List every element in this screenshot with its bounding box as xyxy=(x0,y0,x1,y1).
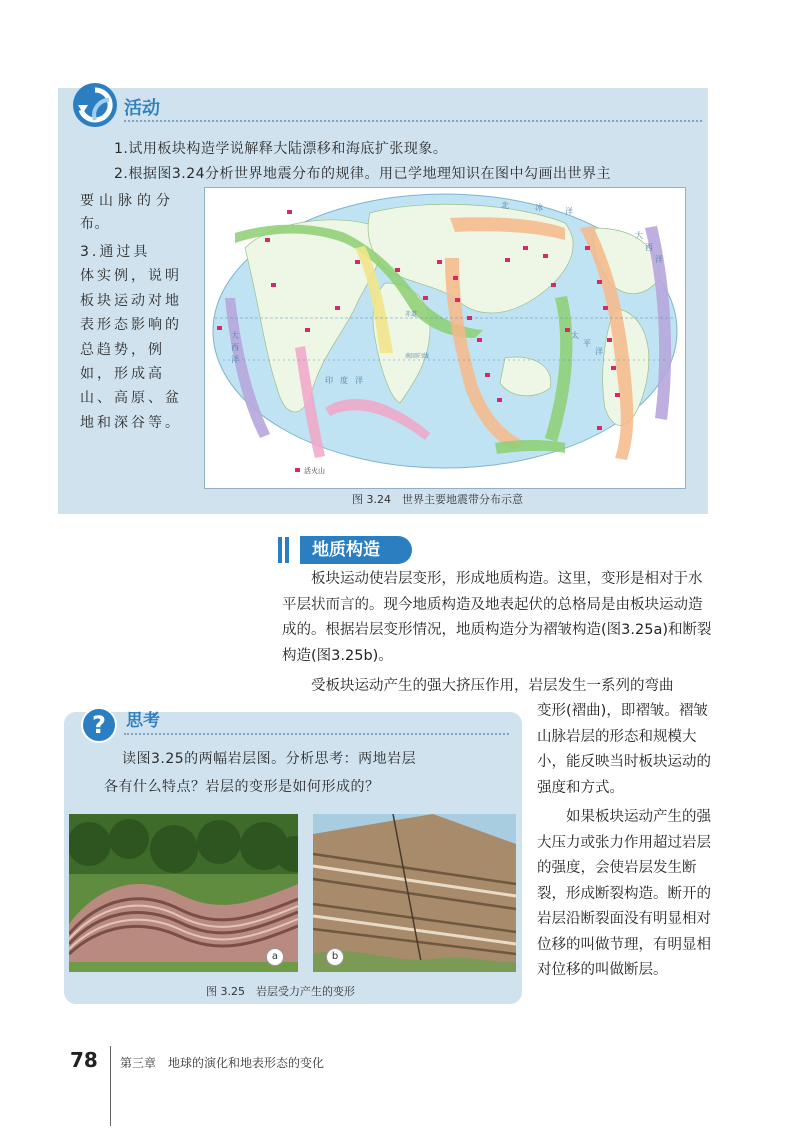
page-number: 78 xyxy=(70,1048,98,1072)
footer-divider xyxy=(110,1046,111,1126)
map-label-indian-3: 洋 xyxy=(355,376,363,385)
map-label-atlantic-w-1: 大 xyxy=(231,331,239,340)
section-paragraph-3: 如果板块运动产生的强大压力或张力作用超过岩层的强度，会使岩层发生断裂，形成断裂构造。断开的岩层沿断裂面没有明显相对位移的叫做节理，有明显相对位移的叫做断层。 xyxy=(537,809,711,978)
activity-item-2: 2.根据图3.24分析世界地震分布的规律。用已学地理知识在图中勾画出世界主 xyxy=(114,166,612,182)
photo-a-tag: a xyxy=(266,948,284,966)
activity-item-2-cont: 要山脉的分 xyxy=(80,193,175,209)
fault-strata-photo xyxy=(313,814,516,972)
earthquake-belt-map xyxy=(205,188,685,488)
map-label-arctic-3: 洋 xyxy=(565,207,573,216)
activity-icon xyxy=(70,80,120,130)
think-question-line-1: 读图3.25的两幅岩层图。分析思考：两地岩层 xyxy=(122,751,417,767)
svg-text:?: ? xyxy=(92,711,106,739)
activity-title: 活动 xyxy=(124,98,160,119)
figure-3-25-caption: 图 3.25 岩层受力产生的变形 xyxy=(206,985,355,998)
activity-item-1: 1.试用板块构造学说解释大陆漂移和海底扩张现象。 xyxy=(114,141,448,157)
section-heading xyxy=(300,536,412,564)
map-label-arctic-2: 冰 xyxy=(535,203,543,212)
section-heading-text: 地质构造 xyxy=(312,540,380,560)
section-paragraph-1: 板块运动使岩层变形，形成地质构造。这里，变形是相对于水平层状而言的。现今地质构造及地表起伏的总格局是由板块运动造成的。根据岩层变形情况，地质构造分为褶皱构造(图3.25a)和断裂构造(图3.25b)。 xyxy=(282,571,712,664)
think-divider xyxy=(124,733,509,735)
map-label-atlantic-2: 西 xyxy=(645,243,653,252)
map-label-atlantic-3: 洋 xyxy=(655,255,663,264)
think-title: 思考 xyxy=(126,711,160,731)
activity-item-2-end: 布。 xyxy=(80,216,109,232)
photo-b-tag: b xyxy=(326,948,344,966)
map-label-atlantic-w-2: 西 xyxy=(231,343,239,352)
map-label-atlantic-1: 大 xyxy=(635,231,643,240)
map-label-equator: 赤道 xyxy=(405,311,418,318)
map-label-indian-2: 度 xyxy=(340,376,348,385)
map-label-pacific-3: 洋 xyxy=(595,347,603,356)
map-label-indian-1: 印 xyxy=(325,376,333,385)
activity-divider xyxy=(124,120,702,122)
activity-item-3: 3.通过具 体实例，说明 板块运动对地 表形态影响的 总趋势，例 如，形成高 山、高原、盆 地和深谷等。 xyxy=(80,244,182,431)
legend-volcano-label: 活火山 xyxy=(304,467,325,475)
figure-3-24-caption: 图 3.24 世界主要地震带分布示意 xyxy=(352,493,523,506)
legend-volcano-icon xyxy=(295,468,300,472)
section-heading-bars xyxy=(278,537,292,563)
question-icon xyxy=(80,706,118,744)
map-label-tropic: 南回归线 xyxy=(405,353,430,360)
map-label-atlantic-w-3: 洋 xyxy=(231,355,239,364)
section-paragraph-2-top: 受板块运动产生的强大挤压作用，岩层发生一系列的弯曲 xyxy=(311,678,674,694)
map-label-pacific-1: 太 xyxy=(571,331,579,340)
map-label-pacific-2: 平 xyxy=(583,339,591,348)
think-question-line-2: 各有什么特点？岩层的变形是如何形成的？ xyxy=(104,779,380,795)
chapter-title: 第三章 地球的演化和地表形态的变化 xyxy=(120,1056,325,1070)
fold-strata-photo xyxy=(69,814,298,972)
figure-3-24-map xyxy=(204,187,686,489)
map-label-arctic-1: 北 xyxy=(501,201,509,210)
section-paragraph-2-side: 变形(褶曲)，即褶皱。褶皱山脉岩层的形态和规模大小，能反映当时板块运动的强度和方式。 xyxy=(537,703,711,796)
